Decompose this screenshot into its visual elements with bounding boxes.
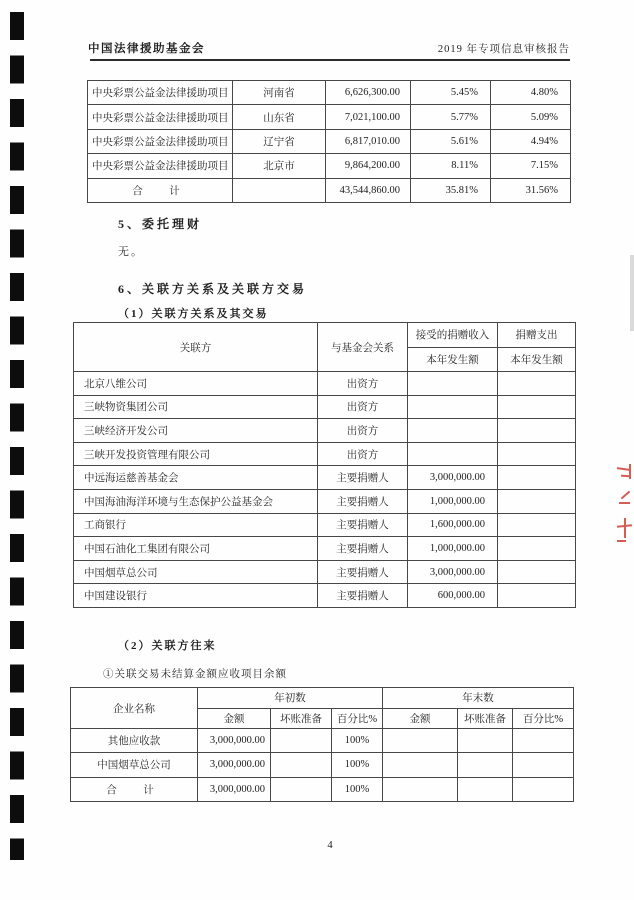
table-row — [88, 154, 571, 178]
table-total-row — [71, 777, 574, 801]
red-stamp-marks — [612, 460, 634, 556]
total-percent-cell: 31.56% — [491, 178, 571, 202]
party-cell: 三峡物资集团公司 — [74, 395, 318, 419]
party-cell: 中远海运慈善基金会 — [74, 466, 318, 490]
header-donation-expense: 捐赠支出 — [498, 323, 576, 348]
percent-cell: 4.94% — [491, 129, 571, 153]
percent-cell — [513, 729, 574, 753]
amount-cell — [383, 777, 458, 801]
header-amount: 金额 — [198, 708, 271, 729]
section-6-item-1: ①关联交易未结算金额应收项目余额 — [103, 669, 287, 680]
table-row — [71, 729, 574, 753]
party-cell: 中国石油化工集团有限公司 — [74, 537, 318, 561]
expense-cell — [498, 419, 576, 443]
receivable-balance-table — [70, 687, 574, 802]
expense-cell — [498, 537, 576, 561]
header-amount: 金额 — [383, 708, 458, 729]
total-amount-cell: 3,000,000.00 — [198, 777, 271, 801]
header-relation: 与基金会关系 — [318, 323, 408, 372]
header-amount-this-year: 本年发生额 — [498, 347, 576, 372]
income-cell: 3,000,000.00 — [408, 560, 498, 584]
company-cell: 中国烟草总公司 — [71, 753, 198, 777]
table-row — [74, 560, 576, 584]
relation-cell: 出资方 — [318, 442, 408, 466]
header-end-year: 年末数 — [383, 688, 574, 709]
percent-cell: 7.15% — [491, 154, 571, 178]
binding-holes — [10, 12, 24, 860]
header-party: 关联方 — [74, 323, 318, 372]
amount-cell — [383, 729, 458, 753]
table-row — [74, 489, 576, 513]
party-cell: 三峡开发投资管理有限公司 — [74, 442, 318, 466]
section-5-title: 5、委托理财 — [118, 217, 203, 231]
table-row — [74, 442, 576, 466]
header-company: 企业名称 — [71, 688, 198, 729]
bad-debt-cell — [271, 729, 332, 753]
percent-cell: 100% — [332, 753, 383, 777]
relation-cell: 出资方 — [318, 395, 408, 419]
expense-cell — [498, 489, 576, 513]
company-cell: 其他应收款 — [71, 729, 198, 753]
amount-cell: 3,000,000.00 — [198, 753, 271, 777]
empty-cell — [233, 178, 326, 202]
province-cell: 河南省 — [233, 81, 326, 105]
income-cell — [408, 442, 498, 466]
header-begin-year: 年初数 — [198, 688, 383, 709]
table-row — [71, 753, 574, 777]
relation-cell: 出资方 — [318, 419, 408, 443]
amount-cell: 6,626,300.00 — [326, 81, 411, 105]
percent-cell: 8.11% — [411, 154, 491, 178]
percent-cell — [513, 753, 574, 777]
table-header-row — [71, 688, 574, 709]
expense-cell — [498, 560, 576, 584]
income-cell: 600,000.00 — [408, 584, 498, 608]
income-cell: 1,000,000.00 — [408, 489, 498, 513]
section-6-title: 6、关联方关系及关联方交易 — [118, 282, 308, 296]
party-cell: 工商银行 — [74, 513, 318, 537]
expense-cell — [498, 442, 576, 466]
page-number: 4 — [327, 840, 333, 851]
amount-cell: 6,817,010.00 — [326, 129, 411, 153]
relation-cell: 出资方 — [318, 372, 408, 396]
percent-cell: 5.77% — [411, 105, 491, 129]
expense-cell — [498, 584, 576, 608]
table-row — [88, 105, 571, 129]
total-percent-cell: 35.81% — [411, 178, 491, 202]
header-bad-debt: 坏账准备 — [271, 708, 332, 729]
percent-cell: 100% — [332, 777, 383, 801]
party-cell: 中国建设银行 — [74, 584, 318, 608]
project-name-cell: 中央彩票公益金法律援助项目 — [88, 81, 233, 105]
total-amount-cell: 43,544,860.00 — [326, 178, 411, 202]
header-amount-this-year: 本年发生额 — [408, 347, 498, 372]
bad-debt-cell — [271, 753, 332, 777]
project-name-cell: 中央彩票公益金法律援助项目 — [88, 154, 233, 178]
amount-cell: 7,021,100.00 — [326, 105, 411, 129]
percent-cell: 100% — [332, 729, 383, 753]
table-total-row — [88, 178, 571, 202]
income-cell — [408, 372, 498, 396]
amount-cell: 9,864,200.00 — [326, 154, 411, 178]
table-row — [74, 395, 576, 419]
expense-cell — [498, 513, 576, 537]
expense-cell — [498, 466, 576, 490]
section-5-body: 无。 — [118, 246, 144, 258]
page-header — [88, 40, 570, 56]
table-row — [88, 81, 571, 105]
table-row — [74, 372, 576, 396]
income-cell: 1,600,000.00 — [408, 513, 498, 537]
table-row — [74, 466, 576, 490]
relation-cell: 主要捐赠人 — [318, 466, 408, 490]
table-row — [88, 129, 571, 153]
bad-debt-cell — [458, 729, 513, 753]
header-bad-debt: 坏账准备 — [458, 708, 513, 729]
project-name-cell: 中央彩票公益金法律援助项目 — [88, 129, 233, 153]
amount-cell — [383, 753, 458, 777]
scan-edge-shadow — [630, 255, 634, 331]
total-label-cell: 合 计 — [71, 777, 198, 801]
party-cell: 中国海油海洋环境与生态保护公益基金会 — [74, 489, 318, 513]
header-percent: 百分比% — [332, 708, 383, 729]
relation-cell: 主要捐赠人 — [318, 489, 408, 513]
relation-cell: 主要捐赠人 — [318, 537, 408, 561]
project-name-cell: 中央彩票公益金法律援助项目 — [88, 105, 233, 129]
party-cell: 三峡经济开发公司 — [74, 419, 318, 443]
income-cell: 1,000,000.00 — [408, 537, 498, 561]
income-cell — [408, 419, 498, 443]
report-title: 2019 年专项信息审核报告 — [437, 44, 570, 55]
expense-cell — [498, 372, 576, 396]
relation-cell: 主要捐赠人 — [318, 513, 408, 537]
province-cell: 北京市 — [233, 154, 326, 178]
table-row — [74, 419, 576, 443]
table-row — [74, 537, 576, 561]
relation-cell: 主要捐赠人 — [318, 560, 408, 584]
percent-cell: 5.09% — [491, 105, 571, 129]
amount-cell: 3,000,000.00 — [198, 729, 271, 753]
bad-debt-cell — [458, 753, 513, 777]
header-percent: 百分比% — [513, 708, 574, 729]
table-row — [74, 584, 576, 608]
income-cell: 3,000,000.00 — [408, 466, 498, 490]
province-cell: 山东省 — [233, 105, 326, 129]
percent-cell: 5.61% — [411, 129, 491, 153]
party-cell: 中国烟草总公司 — [74, 560, 318, 584]
section-6-subtitle-1: （1）关联方关系及其交易 — [118, 308, 269, 320]
percent-cell — [513, 777, 574, 801]
table-header-row — [74, 323, 576, 348]
relation-cell: 主要捐赠人 — [318, 584, 408, 608]
table-row — [74, 513, 576, 537]
section-6-subtitle-2: （2）关联方往来 — [118, 640, 217, 652]
related-party-table — [73, 322, 576, 608]
bad-debt-cell — [271, 777, 332, 801]
party-cell: 北京八维公司 — [74, 372, 318, 396]
header-rule — [90, 59, 570, 61]
income-cell — [408, 395, 498, 419]
percent-cell: 4.80% — [491, 81, 571, 105]
expense-cell — [498, 395, 576, 419]
organization-name: 中国法律援助基金会 — [88, 43, 205, 55]
province-cell: 辽宁省 — [233, 129, 326, 153]
total-label-cell: 合 计 — [88, 178, 233, 202]
header-donation-income: 接受的捐赠收入 — [408, 323, 498, 348]
bad-debt-cell — [458, 777, 513, 801]
percent-cell: 5.45% — [411, 81, 491, 105]
project-allocation-table — [87, 80, 571, 203]
